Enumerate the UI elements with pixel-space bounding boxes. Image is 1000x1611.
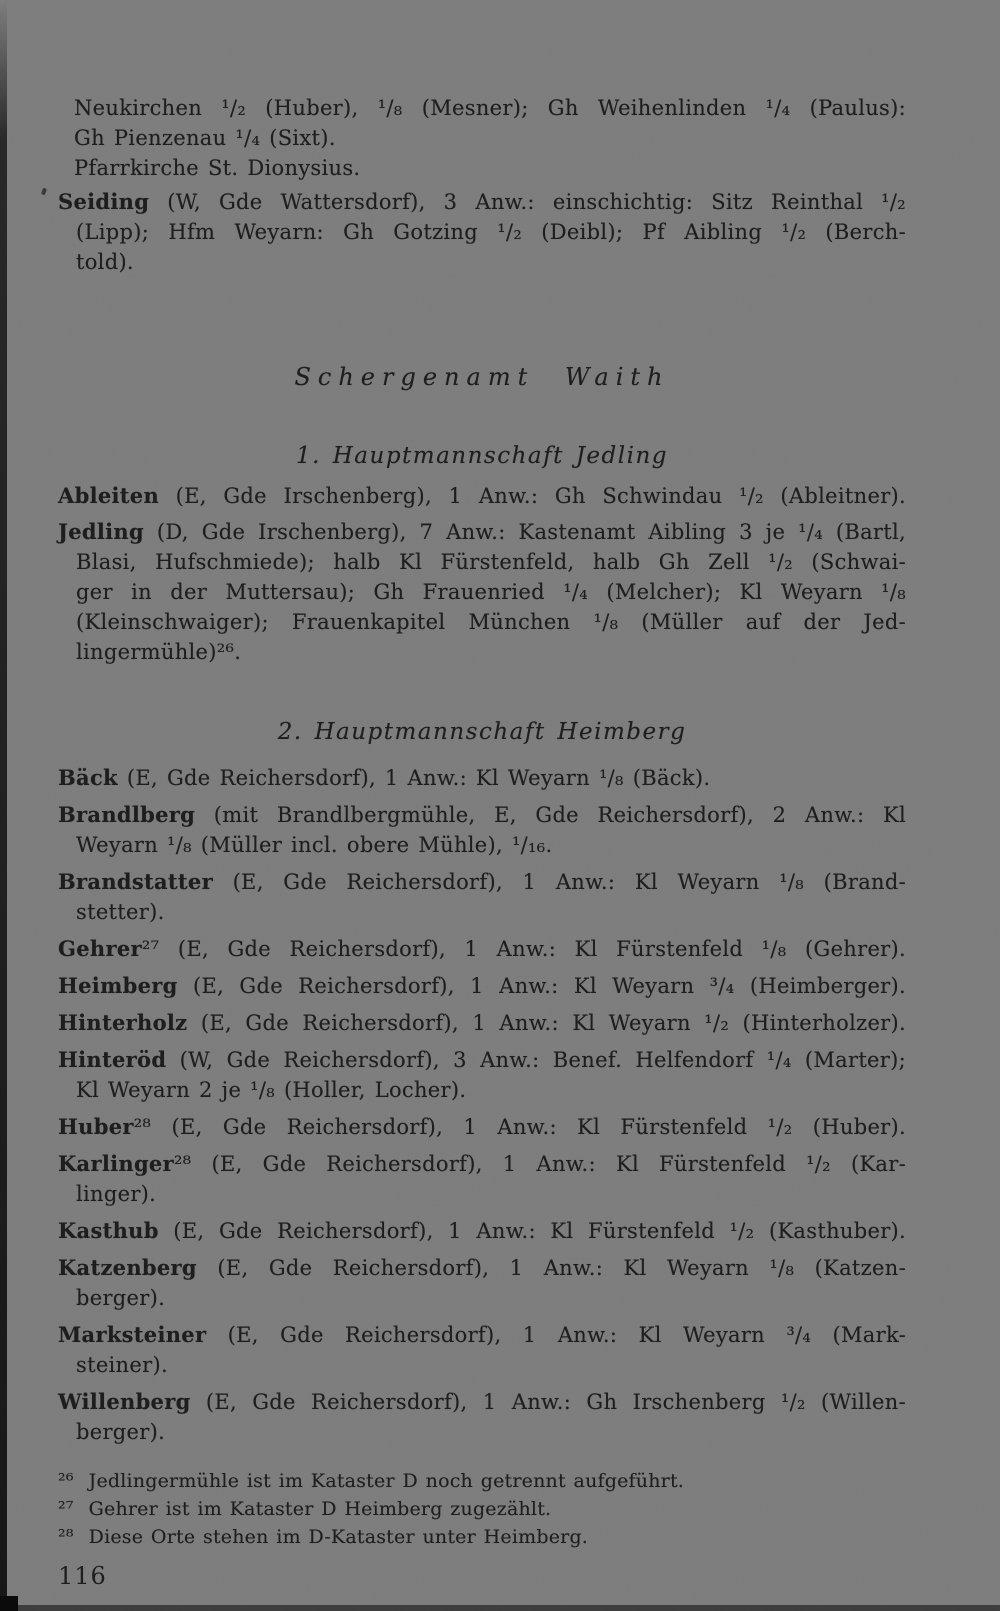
entry-text: (E, Gde Reichersdorf), 1 Anw.: Kl Weyarn ¹/₂ (Hinterholzer). <box>187 1011 906 1035</box>
entry-text: (E, Gde Reichersdorf), 1 Anw.: Kl Weyarn ¹/₈ (Katzen- <box>196 1256 906 1280</box>
text-line: lingermühle)²⁶. <box>76 640 242 664</box>
footnote-marker: ²⁶ <box>58 1470 74 1492</box>
entry-name: Huber <box>58 1114 134 1139</box>
footnote-26 <box>58 1467 906 1495</box>
entry-jedling <box>58 517 906 667</box>
text-line: Gh Pienzenau ¹/₄ (Sixt). <box>74 126 336 150</box>
text-line: Neukirchen ¹/₂ (Huber), ¹/₈ (Mesner); Gh Weihenlinden ¹/₄ (Paulus): <box>74 96 906 120</box>
text-line <box>58 1149 906 1179</box>
entry-katzenberg <box>58 1253 906 1313</box>
entry-text: ²⁸ (E, Gde Reichersdorf), 1 Anw.: Kl Fürstenfeld ¹/₂ (Kar- <box>173 1152 906 1176</box>
text-line: (Lipp); Hfm Weyarn: Gh Gotzing ¹/₂ (Deibl); Pf Aibling ¹/₂ (Berch- <box>76 220 906 244</box>
entry-gehrer <box>58 934 906 964</box>
text-line: Pfarrkirche St. Dionysius. <box>74 156 361 180</box>
entry-name: Heimberg <box>58 973 178 998</box>
text-line: Kl Weyarn 2 je ¹/₈ (Holler, Locher). <box>76 1078 467 1102</box>
ink-speck <box>41 188 47 196</box>
intro-continuation-block <box>58 93 906 277</box>
footnote-text: Diese Orte stehen im D-Kataster unter Heimberg. <box>88 1526 589 1548</box>
text-line <box>58 1008 906 1038</box>
footnotes-block <box>58 1467 906 1551</box>
text-line <box>58 517 906 547</box>
heading-hauptmannschaft-jedling: 1. Hauptmannschaft Jedling <box>295 443 669 469</box>
text-line: (Kleinschwaiger); Frauenkapitel München ¹/₈ (Müller auf der Jed- <box>76 610 906 634</box>
text-line: stetter). <box>76 900 165 924</box>
entry-text: (W, Gde Wattersdorf), 3 Anw.: einschichtig: Sitz Reinthal ¹/₂ <box>149 190 906 214</box>
text-line: linger). <box>76 1182 157 1206</box>
footnote-marker: ²⁸ <box>58 1526 74 1548</box>
scan-corner-bottom-left <box>0 1596 18 1611</box>
text-line: told). <box>76 250 134 274</box>
entry-text: (E, Gde Reichersdorf), 1 Anw.: Kl Weyarn ¹/₈ (Brand- <box>212 870 906 894</box>
entry-text: ²⁷ (E, Gde Reichersdorf), 1 Anw.: Kl Fürstenfeld ¹/₈ (Gehrer). <box>141 937 906 961</box>
entry-marksteiner <box>58 1320 906 1380</box>
text-block <box>58 0 906 1593</box>
entry-text: (E, Gde Irschenberg), 1 Anw.: Gh Schwindau ¹/₂ (Ableitner). <box>159 484 906 508</box>
entry-name: Katzenberg <box>58 1255 197 1280</box>
heading-schergenamt-waith: Schergenamt Waith <box>294 363 670 391</box>
entry-name: Hinteröd <box>58 1047 167 1072</box>
text-line <box>58 763 906 793</box>
text-line <box>58 1216 906 1246</box>
text-line <box>58 867 906 897</box>
entry-text: (E, Gde Reichersdorf), 1 Anw.: Kl Weyarn ³/₄ (Heimberger). <box>177 974 906 998</box>
entry-brandlberg <box>58 800 906 860</box>
text-line <box>58 1320 906 1350</box>
text-line <box>58 971 906 1001</box>
entry-text: (mit Brandlbergmühle, E, Gde Reichersdorf), 2 Anw.: Kl <box>195 803 906 827</box>
entry-name: Ableiten <box>58 483 160 508</box>
entry-brandstatter <box>58 867 906 927</box>
text-line <box>58 481 906 511</box>
entry-name: Karlinger <box>58 1151 174 1176</box>
footnote-marker: ²⁷ <box>58 1498 74 1520</box>
footnote-28 <box>58 1523 906 1551</box>
entry-name: Seiding <box>58 189 150 214</box>
entry-willenberg <box>58 1387 906 1447</box>
paragraph-neukirchen <box>58 93 906 183</box>
entry-name: Brandstatter <box>58 869 213 894</box>
entry-text: (E, Gde Reichersdorf), 1 Anw.: Kl Weyarn ¹/₈ (Bäck). <box>117 766 711 790</box>
entry-name: Bäck <box>58 765 118 790</box>
footnote-text: Jedlingermühle ist im Kataster D noch getrennt aufgeführt. <box>88 1470 685 1492</box>
footnote-27 <box>58 1495 906 1523</box>
entry-name: Willenberg <box>58 1389 191 1414</box>
entry-huber <box>58 1112 906 1142</box>
entry-baeck <box>58 763 906 793</box>
entry-text: (E, Gde Reichersdorf), 1 Anw.: Gh Irschenberg ¹/₂ (Willen- <box>190 1390 906 1414</box>
entry-hinterholz <box>58 1008 906 1038</box>
entry-text: (E, Gde Reichersdorf), 1 Anw.: Kl Fürstenfeld ¹/₂ (Kasthuber). <box>158 1219 906 1243</box>
footnote-text: Gehrer ist im Kataster D Heimberg zugezählt. <box>88 1498 552 1520</box>
entry-name: Marksteiner <box>58 1322 207 1347</box>
entry-seiding <box>58 187 906 277</box>
entry-name: Gehrer <box>58 936 142 961</box>
text-line <box>58 187 906 217</box>
text-line: berger). <box>76 1286 166 1310</box>
text-line: Weyarn ¹/₈ (Müller incl. obere Mühle), ¹/₁₆. <box>76 833 553 857</box>
entry-text: ²⁸ (E, Gde Reichersdorf), 1 Anw.: Kl Fürstenfeld ¹/₂ (Huber). <box>133 1115 906 1139</box>
scan-edge-left <box>0 0 7 1611</box>
entry-karlinger <box>58 1149 906 1209</box>
text-line <box>58 1112 906 1142</box>
entry-name: Hinterholz <box>58 1010 188 1035</box>
text-line: steiner). <box>76 1353 168 1377</box>
page-number: 116 <box>58 1562 107 1590</box>
heading-hauptmannschaft-heimberg: 2. Hauptmannschaft Heimberg <box>277 719 687 745</box>
text-line <box>58 1045 906 1075</box>
entry-name: Kasthub <box>58 1218 159 1243</box>
entry-hinteroed <box>58 1045 906 1105</box>
entry-ableiten <box>58 481 906 511</box>
text-line: berger). <box>76 1420 166 1444</box>
text-line <box>58 1253 906 1283</box>
entry-heimberg <box>58 971 906 1001</box>
entry-kasthub <box>58 1216 906 1246</box>
entry-name: Jedling <box>58 519 144 544</box>
text-line <box>58 800 906 830</box>
text-line <box>58 934 906 964</box>
entry-name: Brandlberg <box>58 802 196 827</box>
entry-text: (D, Gde Irschenberg), 7 Anw.: Kastenamt Aibling 3 je ¹/₄ (Bartl, <box>144 520 906 544</box>
text-line: Blasi, Hufschmiede); halb Kl Fürstenfeld, halb Gh Zell ¹/₂ (Schwai- <box>76 550 906 574</box>
entry-text: (E, Gde Reichersdorf), 1 Anw.: Kl Weyarn ³/₄ (Mark- <box>206 1323 906 1347</box>
text-line: ger in der Muttersau); Gh Frauenried ¹/₄ (Melcher); Kl Weyarn ¹/₈ <box>76 580 906 604</box>
text-line <box>58 1387 906 1417</box>
scan-edge-bottom <box>0 1605 1000 1611</box>
entry-text: (W, Gde Reichersdorf), 3 Anw.: Benef. Helfendorf ¹/₄ (Marter); <box>166 1048 906 1072</box>
